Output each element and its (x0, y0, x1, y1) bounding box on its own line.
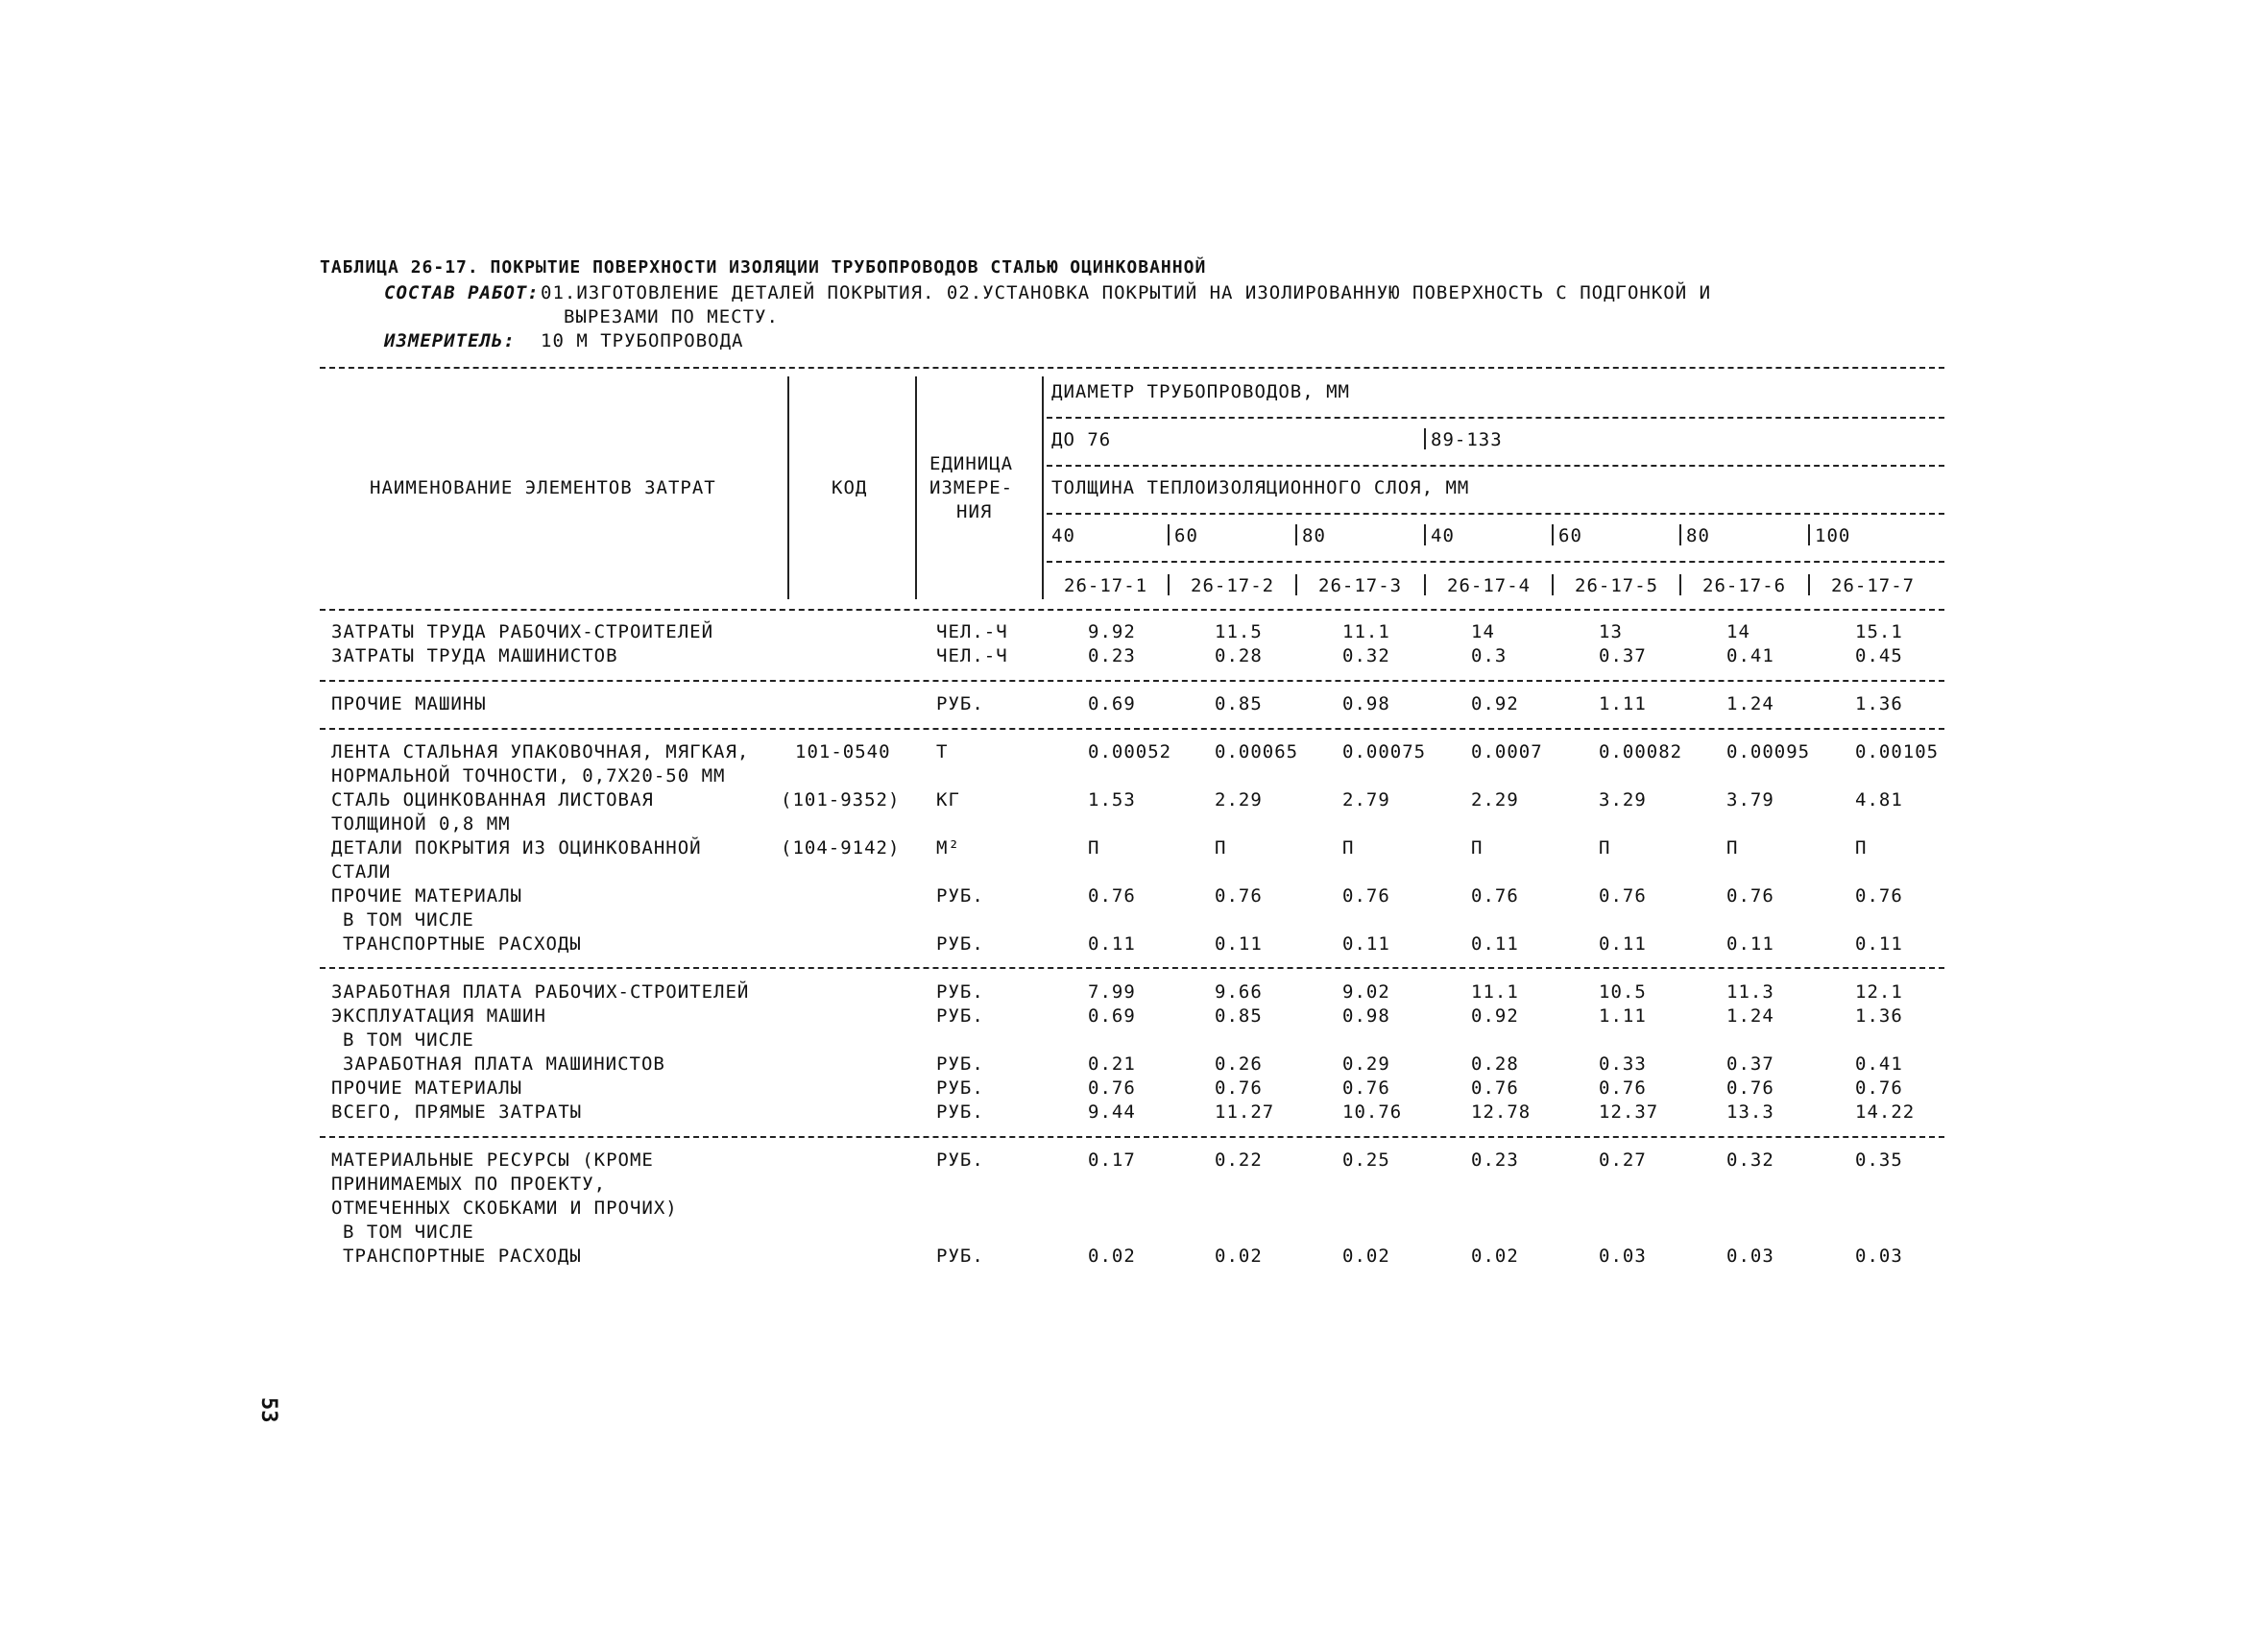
cell-value: 0.28 (1215, 645, 1263, 666)
rule-line (1047, 513, 1944, 515)
column-divider (787, 376, 789, 599)
row-unit: РУБ. (936, 1246, 984, 1267)
cell-value: 0.76 (1088, 1077, 1136, 1099)
cell-value: 3.29 (1599, 789, 1647, 810)
cell-value: 0.98 (1342, 693, 1390, 714)
row-name: ЗАТРАТЫ ТРУДА МАШИНИСТОВ (331, 645, 618, 666)
column-divider (1679, 574, 1681, 595)
cell-value: 2.29 (1471, 789, 1519, 810)
cell-value: 0.11 (1599, 933, 1647, 955)
cell-value: 0.76 (1726, 1077, 1774, 1099)
cell-value: П (1342, 837, 1355, 859)
cell-value: 0.22 (1215, 1149, 1263, 1171)
rule-line (320, 1136, 1944, 1138)
cell-value: 0.00052 (1088, 741, 1172, 762)
cell-value: 0.23 (1088, 645, 1136, 666)
header-diameter: ДИАМЕТР ТРУБОПРОВОДОВ, ММ (1051, 381, 1350, 402)
header-diameter-2: 89-133 (1431, 429, 1503, 450)
thick-val: 80 (1686, 525, 1710, 546)
cell-value: П (1599, 837, 1611, 859)
cell-value: 0.37 (1726, 1053, 1774, 1075)
cell-value: 1.24 (1726, 693, 1774, 714)
row-name: ПРОЧИЕ МАТЕРИАЛЫ (331, 1077, 523, 1099)
cell-value: 10.5 (1599, 981, 1647, 1003)
cell-value: 0.76 (1471, 1077, 1519, 1099)
column-divider (1808, 574, 1810, 595)
cell-value: 3.79 (1726, 789, 1774, 810)
cell-value: 11.1 (1342, 621, 1390, 642)
cell-value: 0.76 (1855, 885, 1903, 907)
cell-value: П (1215, 837, 1227, 859)
cell-value: 0.00075 (1342, 741, 1427, 762)
cell-value: 0.76 (1471, 885, 1519, 907)
row-unit: М² (936, 837, 960, 859)
row-unit: РУБ. (936, 1053, 984, 1075)
row-name: В ТОМ ЧИСЛЕ (343, 1222, 474, 1243)
cell-value: 0.76 (1599, 885, 1647, 907)
row-unit: ЧЕЛ.-Ч (936, 645, 1008, 666)
cell-value: 11.27 (1215, 1101, 1275, 1123)
row-name-cont: ОТМЕЧЕННЫХ СКОБКАМИ И ПРОЧИХ) (331, 1197, 678, 1219)
cell-value: 12.78 (1471, 1101, 1532, 1123)
cell-value: П (1726, 837, 1739, 859)
row-name: ЗАРАБОТНАЯ ПЛАТА МАШИНИСТОВ (343, 1053, 665, 1075)
cell-value: 14.22 (1855, 1101, 1916, 1123)
cell-value: 0.41 (1726, 645, 1774, 666)
column-code: 26-17-3 (1318, 575, 1403, 596)
cell-value: 0.76 (1215, 1077, 1263, 1099)
row-name: ДЕТАЛИ ПОКРЫТИЯ ИЗ ОЦИНКОВАННОЙ (331, 837, 702, 859)
rule-line (320, 967, 1944, 969)
thick-val: 100 (1815, 525, 1851, 546)
meter-text: 10 М ТРУБОПРОВОДА (541, 330, 744, 351)
column-code: 26-17-7 (1831, 575, 1916, 596)
cell-value: П (1855, 837, 1868, 859)
row-name: ПРОЧИЕ МАШИНЫ (331, 693, 487, 714)
page-number: 53 (256, 1397, 280, 1423)
cell-value: 11.3 (1726, 981, 1774, 1003)
thick-val: 40 (1051, 525, 1075, 546)
work-text-line1: 01.ИЗГОТОВЛЕНИЕ ДЕТАЛЕЙ ПОКРЫТИЯ. 02.УСТАНОВКА ПОКРЫТИЙ НА ИЗОЛИРОВАННУЮ ПОВЕРХНОСТЬ С ПОДГОНКОЙ И (541, 282, 1712, 303)
cell-value: 0.11 (1088, 933, 1136, 955)
cell-value: 12.1 (1855, 981, 1903, 1003)
cell-value: 0.03 (1599, 1246, 1647, 1267)
column-code: 26-17-4 (1447, 575, 1532, 596)
cell-value: 0.76 (1726, 885, 1774, 907)
row-name: В ТОМ ЧИСЛЕ (343, 1029, 474, 1051)
meter-label: ИЗМЕРИТЕЛЬ: (384, 330, 516, 351)
row-name: В ТОМ ЧИСЛЕ (343, 909, 474, 931)
cell-value: 2.79 (1342, 789, 1390, 810)
cell-value: 0.76 (1855, 1077, 1903, 1099)
cell-value: 0.00065 (1215, 741, 1299, 762)
column-divider (1424, 574, 1426, 595)
header-code-col: КОД (832, 477, 868, 498)
cell-value: 12.37 (1599, 1101, 1659, 1123)
row-unit: РУБ. (936, 1005, 984, 1027)
cell-value: 0.00095 (1726, 741, 1811, 762)
cell-value: 11.5 (1215, 621, 1263, 642)
cell-value: 1.36 (1855, 693, 1903, 714)
row-name: ЭКСПЛУАТАЦИЯ МАШИН (331, 1005, 546, 1027)
cell-value: 0.25 (1342, 1149, 1390, 1171)
row-unit: РУБ. (936, 933, 984, 955)
column-divider (915, 376, 917, 599)
column-divider (1295, 524, 1297, 545)
cell-value: 9.02 (1342, 981, 1390, 1003)
rule-line (320, 367, 1944, 369)
cell-value: 1.24 (1726, 1005, 1774, 1027)
table-title: ТАБЛИЦА 26-17. ПОКРЫТИЕ ПОВЕРХНОСТИ ИЗОЛЯЦИИ ТРУБОПРОВОДОВ СТАЛЬЮ ОЦИНКОВАННОЙ (320, 257, 1207, 278)
header-thickness: ТОЛЩИНА ТЕПЛОИЗОЛЯЦИОННОГО СЛОЯ, ММ (1051, 477, 1470, 498)
cell-value: 0.23 (1471, 1149, 1519, 1171)
cell-value: 0.41 (1855, 1053, 1903, 1075)
cell-value: 0.03 (1726, 1246, 1774, 1267)
column-divider (1808, 524, 1810, 545)
thick-val: 60 (1558, 525, 1582, 546)
row-name: ПРОЧИЕ МАТЕРИАЛЫ (331, 885, 523, 907)
cell-value: 0.45 (1855, 645, 1903, 666)
row-name-cont: НОРМАЛЬНОЙ ТОЧНОСТИ, 0,7Х20-50 ММ (331, 765, 726, 786)
cell-value: 1.36 (1855, 1005, 1903, 1027)
row-name: ЗАРАБОТНАЯ ПЛАТА РАБОЧИХ-СТРОИТЕЛЕЙ (331, 981, 750, 1003)
cell-value: 0.26 (1215, 1053, 1263, 1075)
column-divider (1424, 524, 1426, 545)
cell-value: 0.76 (1215, 885, 1263, 907)
cell-value: 0.17 (1088, 1149, 1136, 1171)
column-code: 26-17-5 (1575, 575, 1659, 596)
cell-value: 0.02 (1342, 1246, 1390, 1267)
cell-value: 0.00082 (1599, 741, 1683, 762)
rule-line (1047, 417, 1944, 419)
cell-value: 0.98 (1342, 1005, 1390, 1027)
cell-value: 0.11 (1855, 933, 1903, 955)
cell-value: 0.33 (1599, 1053, 1647, 1075)
cell-value: 14 (1726, 621, 1750, 642)
thick-val: 80 (1302, 525, 1326, 546)
row-name: ТРАНСПОРТНЫЕ РАСХОДЫ (343, 933, 582, 955)
rule-line (1047, 465, 1944, 467)
column-divider (1295, 574, 1297, 595)
row-name: ЛЕНТА СТАЛЬНАЯ УПАКОВОЧНАЯ, МЯГКАЯ, (331, 741, 750, 762)
cell-value: 2.29 (1215, 789, 1263, 810)
cell-value: 0.92 (1471, 1005, 1519, 1027)
row-unit: ЧЕЛ.-Ч (936, 621, 1008, 642)
work-text-line2: ВЫРЕЗАМИ ПО МЕСТУ. (564, 306, 779, 327)
column-divider (1168, 574, 1170, 595)
column-code: 26-17-2 (1191, 575, 1275, 596)
cell-value: 0.11 (1342, 933, 1390, 955)
row-unit: КГ (936, 789, 960, 810)
header-unit-line3: НИЯ (956, 501, 993, 522)
column-divider (1042, 376, 1044, 599)
header-name-col: НАИМЕНОВАНИЕ ЭЛЕМЕНТОВ ЗАТРАТ (370, 477, 716, 498)
cell-value: 7.99 (1088, 981, 1136, 1003)
cell-value: 0.76 (1088, 885, 1136, 907)
column-divider (1552, 574, 1554, 595)
cell-value: 0.37 (1599, 645, 1647, 666)
cell-value: 0.29 (1342, 1053, 1390, 1075)
header-unit-line1: ЕДИНИЦА (929, 453, 1014, 474)
column-divider (1679, 524, 1681, 545)
row-name-cont: ТОЛЩИНОЙ 0,8 ММ (331, 813, 511, 835)
cell-value: 0.85 (1215, 693, 1263, 714)
column-divider (1424, 428, 1426, 449)
cell-value: 0.28 (1471, 1053, 1519, 1075)
cell-value: 0.02 (1088, 1246, 1136, 1267)
cell-value: 0.85 (1215, 1005, 1263, 1027)
rule-line (1047, 561, 1944, 563)
cell-value: 0.32 (1726, 1149, 1774, 1171)
cell-value: 0.02 (1215, 1246, 1263, 1267)
cell-value: 0.76 (1342, 885, 1390, 907)
cell-value: 0.11 (1471, 933, 1519, 955)
header-diameter-1: ДО 76 (1051, 429, 1112, 450)
header-unit-line2: ИЗМЕРЕ- (929, 477, 1014, 498)
column-code: 26-17-6 (1702, 575, 1787, 596)
cell-value: 0.00105 (1855, 741, 1940, 762)
row-name: ТРАНСПОРТНЫЕ РАСХОДЫ (343, 1246, 582, 1267)
row-unit: РУБ. (936, 1077, 984, 1099)
cell-value: 0.69 (1088, 693, 1136, 714)
cell-value: 0.0007 (1471, 741, 1543, 762)
row-name: СТАЛЬ ОЦИНКОВАННАЯ ЛИСТОВАЯ (331, 789, 654, 810)
thick-val: 40 (1431, 525, 1455, 546)
cell-value: 13 (1599, 621, 1623, 642)
row-code: 101-0540 (795, 741, 891, 762)
row-unit: РУБ. (936, 981, 984, 1003)
rule-line (320, 609, 1944, 611)
row-unit: РУБ. (936, 885, 984, 907)
cell-value: 9.92 (1088, 621, 1136, 642)
cell-value: П (1471, 837, 1484, 859)
row-name: ВСЕГО, ПРЯМЫЕ ЗАТРАТЫ (331, 1101, 583, 1123)
cell-value: 9.66 (1215, 981, 1263, 1003)
thick-val: 60 (1174, 525, 1198, 546)
cell-value: П (1088, 837, 1100, 859)
row-unit: РУБ. (936, 1101, 984, 1123)
row-code: (104-9142) (781, 837, 901, 859)
row-unit: РУБ. (936, 693, 984, 714)
cell-value: 0.35 (1855, 1149, 1903, 1171)
cell-value: 1.11 (1599, 1005, 1647, 1027)
cell-value: 9.44 (1088, 1101, 1136, 1123)
row-name-cont: ПРИНИМАЕМЫХ ПО ПРОЕКТУ, (331, 1173, 607, 1195)
cell-value: 0.76 (1342, 1077, 1390, 1099)
rule-line (320, 680, 1944, 682)
row-unit: РУБ. (936, 1149, 984, 1171)
work-label: СОСТАВ РАБОТ: (384, 282, 540, 303)
rule-line (320, 728, 1944, 730)
cell-value: 1.53 (1088, 789, 1136, 810)
cell-value: 0.92 (1471, 693, 1519, 714)
cell-value: 10.76 (1342, 1101, 1403, 1123)
column-divider (1168, 524, 1170, 545)
cell-value: 0.69 (1088, 1005, 1136, 1027)
cell-value: 0.27 (1599, 1149, 1647, 1171)
cell-value: 0.32 (1342, 645, 1390, 666)
cell-value: 0.3 (1471, 645, 1508, 666)
cell-value: 0.76 (1599, 1077, 1647, 1099)
cell-value: 1.11 (1599, 693, 1647, 714)
column-code: 26-17-1 (1064, 575, 1148, 596)
column-divider (1552, 524, 1554, 545)
cell-value: 14 (1471, 621, 1495, 642)
row-name: ЗАТРАТЫ ТРУДА РАБОЧИХ-СТРОИТЕЛЕЙ (331, 621, 714, 642)
cell-value: 0.11 (1215, 933, 1263, 955)
row-unit: Т (936, 741, 949, 762)
cell-value: 0.02 (1471, 1246, 1519, 1267)
cell-value: 4.81 (1855, 789, 1903, 810)
row-name: МАТЕРИАЛЬНЫЕ РЕСУРСЫ (КРОМЕ (331, 1149, 654, 1171)
row-code: (101-9352) (781, 789, 901, 810)
cell-value: 0.03 (1855, 1246, 1903, 1267)
cell-value: 0.21 (1088, 1053, 1136, 1075)
cell-value: 0.11 (1726, 933, 1774, 955)
cell-value: 11.1 (1471, 981, 1519, 1003)
cell-value: 13.3 (1726, 1101, 1774, 1123)
cell-value: 15.1 (1855, 621, 1903, 642)
row-name-cont: СТАЛИ (331, 861, 392, 883)
